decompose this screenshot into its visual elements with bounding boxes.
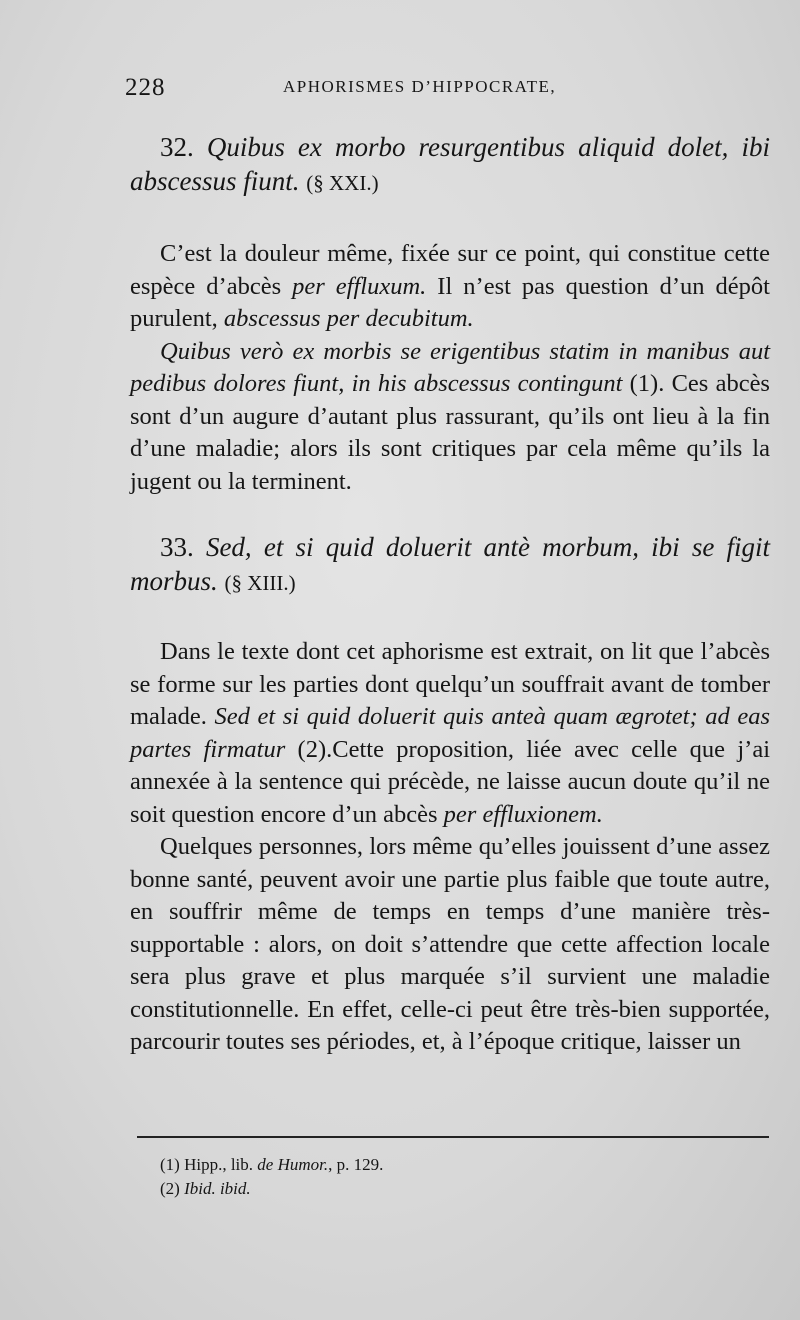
commentary-32-note-ref: (1). bbox=[622, 370, 665, 397]
aphorism-33-section: (§ XIII.) bbox=[224, 571, 296, 595]
page-number: 228 bbox=[125, 74, 166, 101]
commentary-32-latin-b: abscessus per decubitum. bbox=[223, 305, 474, 332]
commentary-33-text-a: Dans le texte dont cet aphorisme est extrait, on lit que l’abcès se forme sur les parties dont quelqu’un souffrait avant de tomber malade. bbox=[130, 638, 770, 730]
footnote-1 bbox=[160, 1153, 760, 1177]
commentary-32-quote: Quibus verò ex morbis se erigentibus statim in manibus aut pedibus dolores fiunt, in his abscessus contingunt bbox=[130, 337, 770, 397]
commentary-32-latin-a: per effluxum. bbox=[292, 272, 427, 300]
footnote-2 bbox=[160, 1177, 760, 1201]
commentary-33-paragraph-2: Quelques personnes, lors même qu’elles jouissent d’une assez bonne santé, peuvent avoir une partie plus faible que toute autre, en souffrir même de temps en temps d’une manière très-supportable : alors, on doit s’attendre que cette affection locale sera plus grave et plus marquée s’il survient une maladie constitutionnelle. En effet, celle-ci peut être très-bien supportée, parcourir toutes ses périodes, et, à l’époque critique, laisser un bbox=[130, 833, 770, 1055]
commentary-32-paragraph-1 bbox=[130, 238, 770, 336]
footnote-2-text: Ibid. ibid. bbox=[184, 1179, 251, 1198]
commentary-32 bbox=[130, 238, 770, 498]
aphorism-33-latin: Sed, et si quid doluerit antè morbum, ibi se figit morbus. bbox=[130, 532, 771, 596]
commentary-33-paragraph-1 bbox=[130, 636, 770, 831]
aphorism-33-text bbox=[130, 530, 770, 600]
commentary-32-text-a: C’est la douleur même, fixée sur ce point, qui constitue cette espèce d’abcès bbox=[130, 240, 770, 300]
commentary-32-text-c: Ces abcès sont d’un augure d’autant plus rassurant, qu’ils ont lieu à la fin d’une maladie; alors ils sont critiques par cela même qu’ils la jugent ou la terminent. bbox=[130, 370, 770, 495]
commentary-32-paragraph-2 bbox=[130, 336, 770, 499]
commentary-32-text-b: Il n’est pas question d’un dépôt purulent, bbox=[130, 272, 770, 332]
commentary-33 bbox=[130, 636, 770, 1059]
footnote-1-title: de Humor. bbox=[257, 1155, 329, 1174]
footnotes bbox=[160, 1153, 760, 1201]
footnote-rule bbox=[137, 1136, 769, 1138]
commentary-33-quote: Sed et si quid doluerit quis anteà quam ægrotet; ad eas partes firmatur bbox=[130, 703, 770, 763]
aphorism-32 bbox=[130, 130, 770, 200]
aphorism-32-text bbox=[130, 130, 770, 200]
footnote-1-text-a: Hipp., lib. bbox=[184, 1155, 258, 1174]
footnote-1-text-b: , p. 129. bbox=[328, 1155, 384, 1174]
aphorism-32-number: 32. bbox=[160, 132, 194, 162]
commentary-33-note-ref: (2). bbox=[285, 735, 333, 763]
commentary-33-latin: per effluxionem. bbox=[443, 800, 603, 828]
running-header bbox=[120, 74, 620, 104]
footnote-1-marker: (1) bbox=[160, 1155, 180, 1174]
aphorism-33 bbox=[130, 530, 770, 600]
commentary-33-text-b: Cette proposition, liée avec celle que j’ai annexée à la sentence qui précède, ne laisse aucun doute qu’il ne soit question encore d’un abcès bbox=[130, 735, 771, 828]
running-title: APHORISMES D’HIPPOCRATE, bbox=[283, 77, 557, 96]
aphorism-32-latin: Quibus ex morbo resurgentibus aliquid dolet, ibi abscessus fiunt. bbox=[130, 132, 770, 196]
aphorism-32-section: (§ XXI.) bbox=[306, 171, 379, 195]
aphorism-33-number: 33. bbox=[160, 532, 194, 562]
footnote-2-marker: (2) bbox=[160, 1179, 180, 1198]
